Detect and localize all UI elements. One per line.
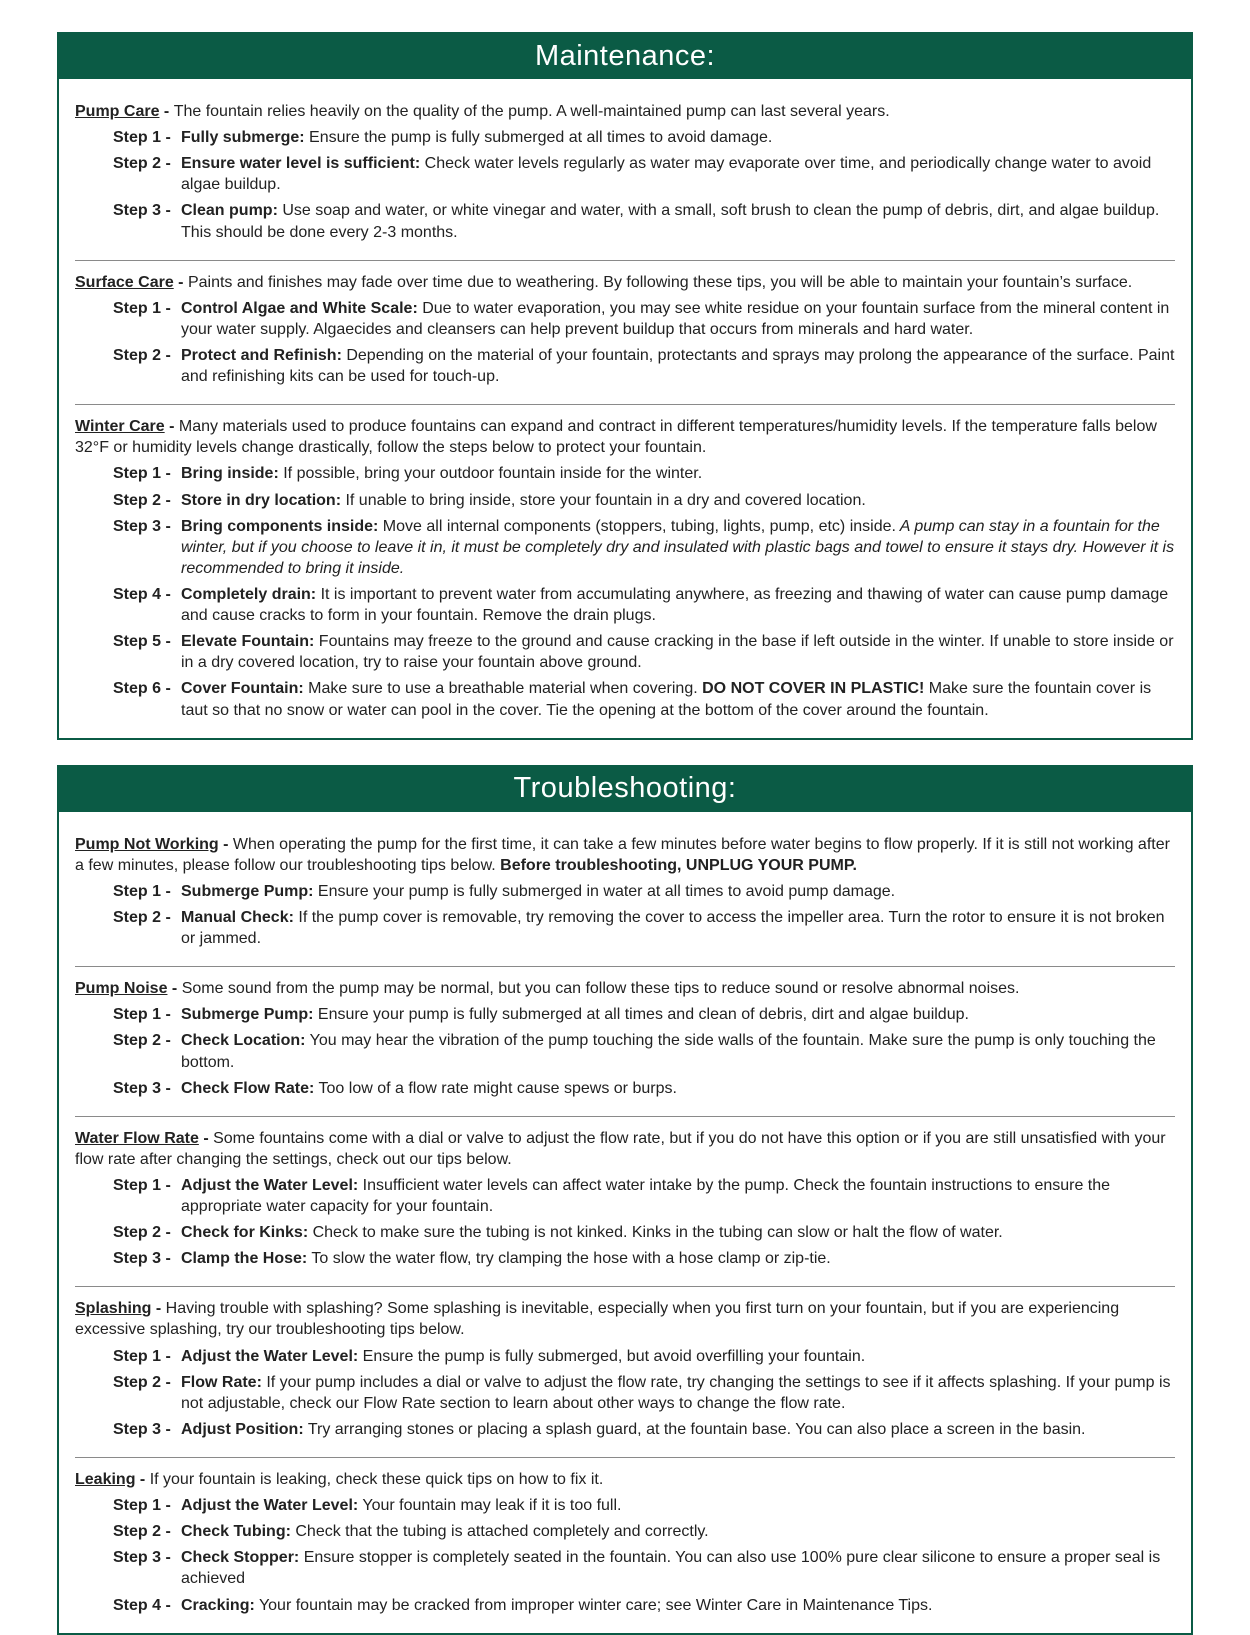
- care-section: [75, 101, 1175, 261]
- step-number: Step 2 -: [113, 1373, 171, 1391]
- step-description: It is important to prevent water from accumulating anywhere, as freezing and thawing of water can cause pump damage and cause cracks to form in your fountain. Remove the drain plugs.: [181, 585, 1169, 625]
- step-title: Elevate Fountain:: [181, 633, 315, 651]
- step-text: [181, 1078, 1175, 1099]
- step-description: Your fountain may be cracked from improper winter care; see Winter Care in Maintenance Tips.: [254, 1596, 933, 1614]
- section-intro-text: Paints and finishes may fade over time due to weathering. By following these tips, you will be able to maintain your fountain’s surface.: [187, 273, 1133, 291]
- section-intro-text: Some fountains come with a dial or valve to adjust the flow rate, but if you do not have this option or if you are still unsatisfied with your flow rate after changing the settings, check out our tips below.: [75, 1129, 1166, 1168]
- troubleshooting-header-bar: [58, 766, 1192, 812]
- step-number: Step 1 -: [113, 299, 171, 317]
- step-description: To slow the water flow, try clamping the hose with a hose clamp or zip-tie.: [307, 1250, 831, 1268]
- step-number: Step 5 -: [113, 633, 171, 651]
- heading-separator: -: [135, 1471, 150, 1489]
- section-heading: Splashing: [75, 1300, 152, 1318]
- step-title: Ensure water level is sufficient:: [181, 155, 421, 173]
- panel-body: [59, 79, 1191, 738]
- step-text: [181, 881, 1175, 902]
- section-intro-text: Having trouble with splashing? Some splashing is inevitable, especially when you first turn on your fountain, but if you are experiencing excessive splashing, try our troubleshooting tips below.: [75, 1300, 1120, 1339]
- maintenance-panel: [57, 32, 1193, 740]
- step-description: Move all internal components (stoppers, tubing, lights, pump, etc) inside.: [378, 517, 896, 535]
- step-warning: DO NOT COVER IN PLASTIC!: [697, 680, 925, 698]
- step-text: [181, 298, 1175, 340]
- section-intro: [75, 416, 1175, 458]
- care-section: [75, 834, 1175, 968]
- step-text: [181, 1030, 1175, 1072]
- care-section: [75, 1128, 1175, 1288]
- step-description: Ensure the pump is fully submerged, but avoid overfilling your fountain.: [358, 1347, 866, 1365]
- step-item: [113, 907, 1175, 949]
- step-number: Step 1 -: [113, 1347, 171, 1365]
- step-item: [113, 516, 1175, 579]
- step-item: [113, 1595, 1175, 1616]
- step-item: [113, 1521, 1175, 1542]
- step-item: [113, 1346, 1175, 1367]
- step-number: Step 3 -: [113, 202, 171, 220]
- heading-separator: -: [159, 103, 174, 120]
- step-description: If your pump includes a dial or valve to adjust the flow rate, try changing the settings to see if it affects splashing. If your pump is not adjustable, check our Flow Rate section to learn about other ways to change the flow rate.: [181, 1373, 1171, 1412]
- step-description: Your fountain may leak if it is too full.: [358, 1497, 622, 1515]
- section-intro: [75, 1469, 1175, 1490]
- step-number: Step 2 -: [113, 346, 171, 364]
- step-item: [113, 1222, 1175, 1243]
- section-intro: [75, 978, 1175, 999]
- step-description: Check water levels regularly as water may evaporate over time, and periodically change water to avoid algae buildup.: [181, 155, 1152, 194]
- section-heading: Leaking: [75, 1471, 136, 1489]
- panel-body: [59, 812, 1191, 1633]
- step-description: Fountains may freeze to the ground and cause cracking in the base if left outside in the winter. If unable to store inside or in a dry covered location, try to raise your fountain above ground.: [181, 633, 1174, 672]
- step-title: Clean pump:: [181, 202, 278, 220]
- section-intro: [75, 834, 1175, 876]
- heading-separator: -: [218, 835, 233, 853]
- step-item: [113, 463, 1175, 484]
- step-number: Step 1 -: [113, 129, 171, 147]
- step-description: Depending on the material of your fountain, protectants and sprays may prolong the appearance of the surface. Paint and refinishing kits can be used for touch-up.: [181, 346, 1175, 386]
- step-item: [113, 490, 1175, 511]
- step-item: [113, 1495, 1175, 1516]
- step-text: [181, 345, 1175, 387]
- step-item: [113, 1419, 1175, 1440]
- step-description: Check that the tubing is attached completely and correctly.: [290, 1523, 709, 1541]
- step-description: If possible, bring your outdoor fountain inside for the winter.: [278, 465, 703, 483]
- step-title: Cracking:: [181, 1596, 255, 1614]
- heading-separator: -: [173, 273, 188, 291]
- section-heading: Winter Care: [75, 418, 165, 436]
- step-title: Clamp the Hose:: [181, 1250, 308, 1268]
- step-text: [181, 1419, 1175, 1440]
- step-title: Control Algae and White Scale:: [181, 299, 418, 317]
- step-title: Bring inside:: [181, 465, 279, 483]
- step-text: [181, 631, 1175, 673]
- section-heading: Surface Care: [75, 273, 174, 291]
- step-number: Step 4 -: [113, 585, 171, 603]
- step-description-continued: Make sure the fountain cover is taut so that no snow or water can pool in the cover. Tie the opening at the bottom of the cover around the fountain.: [181, 680, 1152, 719]
- step-text: [181, 584, 1175, 626]
- step-title: Completely drain:: [181, 585, 317, 603]
- step-text: [181, 1521, 1175, 1542]
- step-title: Check for Kinks:: [181, 1224, 309, 1242]
- step-text: [181, 1004, 1175, 1025]
- care-sheet-page: [0, 32, 1250, 1614]
- step-description: If unable to bring inside, store your fountain in a dry and covered location.: [341, 491, 866, 509]
- step-number: Step 1 -: [113, 1497, 171, 1515]
- step-title: Adjust the Water Level:: [181, 1347, 359, 1365]
- care-section: [75, 272, 1175, 406]
- step-item: [113, 298, 1175, 340]
- step-item: [113, 1372, 1175, 1414]
- care-section: [75, 416, 1175, 720]
- care-section: [75, 978, 1175, 1117]
- step-title: Fully submerge:: [181, 129, 305, 147]
- step-text: [181, 1547, 1175, 1589]
- step-number: Step 3 -: [113, 1250, 171, 1268]
- maintenance-title: Maintenance:: [534, 39, 716, 72]
- section-intro: [75, 272, 1175, 293]
- step-number: Step 2 -: [113, 1224, 171, 1242]
- step-text: [181, 200, 1175, 242]
- step-text: [181, 1346, 1175, 1367]
- section-intro-text: Many materials used to produce fountains can expand and contract in different temperatures/humidity levels. If the temperature falls below 32°F or humidity levels change drastically, follow the steps below to protect your fountain.: [75, 418, 1157, 457]
- step-number: Step 3 -: [113, 1079, 171, 1097]
- step-title: Check Stopper:: [181, 1549, 300, 1567]
- step-text: [181, 127, 1175, 148]
- step-title: Submerge Pump:: [181, 882, 314, 900]
- step-number: Step 1 -: [113, 1176, 171, 1194]
- step-item: [113, 631, 1175, 673]
- step-number: Step 1 -: [113, 465, 171, 483]
- section-heading: Pump Noise: [75, 980, 168, 998]
- step-text: [181, 1372, 1175, 1414]
- step-number: Step 1 -: [113, 1006, 171, 1024]
- step-title: Bring components inside:: [181, 517, 379, 535]
- step-title: Protect and Refinish:: [181, 346, 342, 364]
- section-heading: Water Flow Rate: [75, 1129, 199, 1147]
- step-title: Submerge Pump:: [181, 1006, 314, 1024]
- step-description: Make sure to use a breathable material when covering.: [303, 680, 698, 698]
- section-heading: Pump Not Working: [75, 835, 219, 853]
- step-item: [113, 153, 1175, 195]
- care-section: [75, 1469, 1175, 1616]
- step-item: [113, 1547, 1175, 1589]
- step-text: [181, 1222, 1175, 1243]
- step-number: Step 4 -: [113, 1596, 171, 1614]
- step-number: Step 3 -: [113, 1420, 171, 1438]
- step-text: [181, 463, 1175, 484]
- section-heading: Pump Care: [75, 103, 160, 120]
- care-section: [75, 1298, 1175, 1458]
- step-text: [181, 490, 1175, 511]
- section-intro: [75, 101, 1175, 122]
- step-title: Flow Rate:: [181, 1373, 262, 1391]
- step-item: [113, 1248, 1175, 1269]
- section-intro-text: If your fountain is leaking, check these quick tips on how to fix it.: [149, 1471, 604, 1489]
- step-text: [181, 153, 1175, 195]
- step-number: Step 6 -: [113, 680, 171, 698]
- step-text: [181, 1175, 1175, 1217]
- step-title: Check Flow Rate:: [181, 1079, 315, 1097]
- heading-separator: -: [151, 1300, 166, 1318]
- step-item: [113, 127, 1175, 148]
- step-item: [113, 345, 1175, 387]
- step-description: Ensure the pump is fully submerged at all times to avoid damage.: [304, 129, 773, 147]
- step-item: [113, 584, 1175, 626]
- step-description: Ensure your pump is fully submerged at all times and clean of debris, dirt and algae buildup.: [313, 1006, 969, 1024]
- step-note-italic: A pump can stay in a fountain for the winter, but if you choose to leave it in, it must be completely dry and insulated with plastic bags and towel to ensure it stays dry. However it is recommended to bring it inside.: [181, 517, 1175, 577]
- step-text: [181, 907, 1175, 949]
- step-item: [113, 1030, 1175, 1072]
- troubleshooting-title: Troubleshooting:: [513, 772, 737, 805]
- step-description: Try arranging stones or placing a splash guard, at the fountain base. You can also place a screen in the basin.: [303, 1420, 1086, 1438]
- step-text: [181, 678, 1175, 720]
- section-intro-text: When operating the pump for the first time, it can take a few minutes before water begins to flow properly. If it is still not working after a few minutes, please follow our troubleshooting tips below.: [75, 835, 1170, 874]
- step-description: You may hear the vibration of the pump touching the side walls of the fountain. Make sure the pump is only touching the bottom.: [181, 1032, 1156, 1071]
- step-item: [113, 881, 1175, 902]
- step-item: [113, 200, 1175, 242]
- heading-separator: -: [167, 980, 182, 998]
- section-intro: [75, 1298, 1175, 1340]
- step-description: Ensure your pump is fully submerged in water at all times to avoid pump damage.: [313, 882, 896, 900]
- step-description: Use soap and water, or white vinegar and water, with a small, soft brush to clean the pump of debris, dirt, and algae buildup. This should be done every 2-3 months.: [181, 202, 1160, 241]
- section-intro-text: Some sound from the pump may be normal, but you can follow these tips to reduce sound or resolve abnormal noises.: [181, 980, 1020, 998]
- step-description: Check to make sure the tubing is not kinked. Kinks in the tubing can slow or halt the flow of water.: [308, 1224, 1003, 1242]
- maintenance-header-bar: [58, 33, 1192, 79]
- step-description: If the pump cover is removable, try removing the cover to access the impeller area. Turn the rotor to ensure it is not broken or jammed.: [181, 908, 1165, 948]
- step-title: Cover Fountain:: [181, 680, 304, 698]
- step-number: Step 2 -: [113, 1032, 171, 1050]
- step-title: Check Tubing:: [181, 1523, 291, 1541]
- step-item: [113, 678, 1175, 720]
- step-description: Too low of a flow rate might cause spews or burps.: [314, 1079, 677, 1097]
- step-number: Step 2 -: [113, 908, 171, 926]
- step-text: [181, 516, 1175, 579]
- troubleshooting-panel: [57, 765, 1193, 1635]
- heading-separator: -: [164, 418, 179, 436]
- step-number: Step 1 -: [113, 882, 171, 900]
- step-description: Insufficient water levels can affect water intake by the pump. Check the fountain instructions to ensure the appropriate water capacity for your fountain.: [181, 1176, 1111, 1216]
- step-item: [113, 1004, 1175, 1025]
- step-description: Ensure stopper is completely seated in the fountain. You can also use 100% pure clear silicone to ensure a proper seal is achieved: [181, 1549, 1161, 1588]
- section-intro: [75, 1128, 1175, 1170]
- step-number: Step 2 -: [113, 1523, 171, 1541]
- section-intro-text: The fountain relies heavily on the quality of the pump. A well-maintained pump can last several years.: [173, 103, 890, 120]
- step-title: Adjust the Water Level:: [181, 1497, 359, 1515]
- section-intro-strong: Before troubleshooting, UNPLUG YOUR PUMP.: [495, 856, 857, 874]
- step-number: Step 3 -: [113, 1549, 171, 1567]
- step-number: Step 2 -: [113, 491, 171, 509]
- step-text: [181, 1595, 1175, 1616]
- step-number: Step 2 -: [113, 155, 171, 173]
- step-title: Adjust the Water Level:: [181, 1176, 359, 1194]
- step-text: [181, 1248, 1175, 1269]
- step-title: Manual Check:: [181, 908, 294, 926]
- heading-separator: -: [198, 1129, 214, 1147]
- step-text: [181, 1495, 1175, 1516]
- step-description: Due to water evaporation, you may see white residue on your fountain surface from the mineral content in your water supply. Algaecides and cleansers can help prevent buildup that occurs from minerals and hard water.: [181, 299, 1170, 338]
- step-title: Store in dry location:: [181, 491, 342, 509]
- step-title: Check Location:: [181, 1032, 306, 1050]
- step-number: Step 3 -: [113, 517, 171, 535]
- step-title: Adjust Position:: [181, 1420, 304, 1438]
- step-item: [113, 1078, 1175, 1099]
- step-item: [113, 1175, 1175, 1217]
